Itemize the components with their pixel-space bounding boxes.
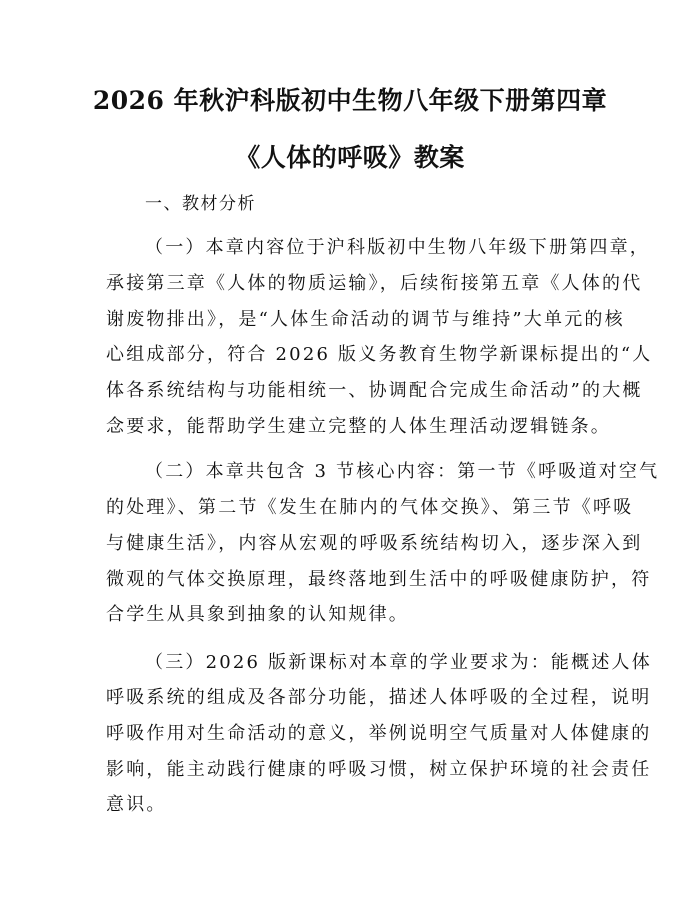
paragraph-line: 承接第三章《人体的物质运输》，后续衔接第五章《人体的代 [106, 273, 643, 294]
document-title-line-2: 《人体的呼吸》教案 [235, 143, 465, 172]
paragraph-line: （三）2026 版新课标对本章的学业要求为：能概述人体 [145, 652, 652, 673]
paragraph-line: （二）本章共包含 3 节核心内容：第一节《呼吸道对空气 [145, 461, 660, 482]
paragraph-line: 心组成部分，符合 2026 版义务教育生物学新课标提出的“人 [106, 344, 653, 365]
paragraph-line: 合学生从具象到抽象的认知规律。 [106, 604, 409, 625]
paragraph-line: 意识。 [106, 794, 167, 815]
paragraph-line: 呼吸系统的组成及各部分功能，描述人体呼吸的全过程，说明 [106, 687, 652, 708]
paragraph-line: 的处理》、第二节《发生在肺内的气体交换》、第三节《呼吸 [106, 497, 634, 518]
paragraph-line: 呼吸作用对生命活动的意义，举例说明空气质量对人体健康的 [106, 723, 652, 744]
paragraph-line: 体各系统结构与功能相统一、协调配合完成生命活动”的大概 [106, 380, 643, 401]
document-title-line-1: 2026 年秋沪科版初中生物八年级下册第四章 [92, 86, 608, 115]
paragraph-line: 与健康生活》，内容从宏观的呼吸系统结构切入，逐步深入到 [106, 533, 643, 554]
paragraph-line: 影响，能主动践行健康的呼吸习惯，树立保护环境的社会责任 [106, 759, 652, 780]
paragraph-line: 微观的气体交换原理，最终落地到生活中的呼吸健康防护，符 [106, 569, 652, 590]
paragraph-line: （一）本章内容位于沪科版初中生物八年级下册第四章， [145, 237, 650, 258]
section-heading: 一、教材分析 [145, 194, 256, 214]
paragraph-line: 念要求，能帮助学生建立完整的人体生理活动逻辑链条。 [106, 416, 611, 437]
paragraph-line: 谢废物排出》，是“人体生命活动的调节与维持”大单元的核 [106, 309, 625, 330]
